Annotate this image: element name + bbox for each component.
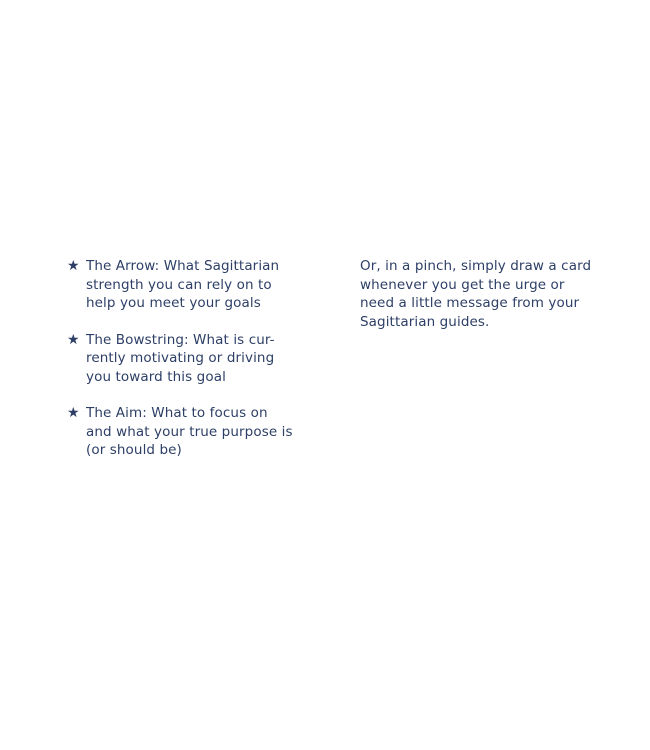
text-line: you toward this goal — [86, 368, 226, 385]
list-item-bowstring — [67, 331, 307, 387]
text-line: The Aim: What to focus on — [86, 405, 268, 421]
text-line: The Bowstring: What is cur- — [86, 331, 275, 348]
text-line: The Arrow: What Sagittarian — [86, 258, 280, 274]
paragraph-text — [360, 257, 610, 331]
text-line: help you meet your goals — [86, 295, 261, 311]
text-line: Or, in a pinch, simply draw a card — [360, 258, 592, 274]
text-line: (or should be) — [86, 442, 182, 458]
star-icon: ★ — [67, 405, 80, 421]
star-icon: ★ — [67, 331, 80, 348]
text-line: need a little message from your — [360, 295, 580, 311]
list-item-text — [67, 404, 307, 460]
spread-list — [67, 257, 307, 478]
text-line: rently motivating or driving — [86, 350, 275, 366]
list-item-arrow — [67, 257, 307, 313]
closing-paragraph — [360, 257, 610, 331]
list-item-text — [67, 331, 307, 387]
list-item-aim — [67, 404, 307, 460]
text-line: and what your true purpose is — [86, 423, 293, 440]
text-line: Sagittarian guides. — [360, 313, 490, 330]
text-line: whenever you get the urge or — [360, 276, 565, 293]
star-icon: ★ — [67, 258, 80, 274]
text-line: strength you can rely on to — [86, 276, 272, 293]
list-item-text — [67, 257, 307, 313]
